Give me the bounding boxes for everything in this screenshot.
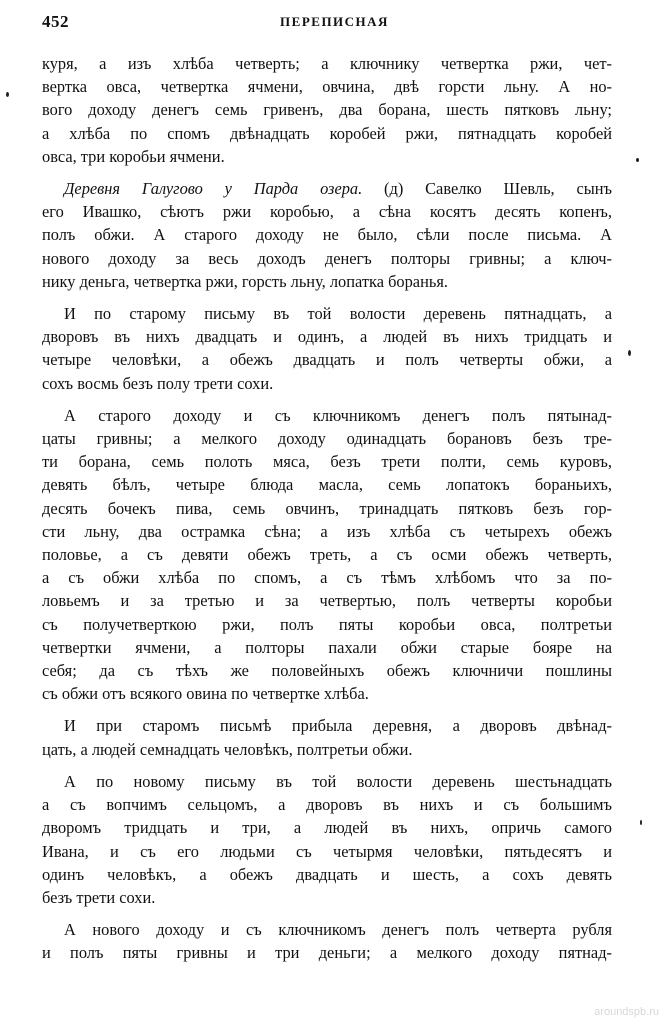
text-line: И по старому письму въ той волости деревень пятнадцать, а bbox=[64, 304, 612, 324]
margin-speck bbox=[628, 350, 631, 356]
text-line: а съ обжи хлѣба по спомъ, а съ тѣмъ хлѣбомъ что за по- bbox=[42, 568, 612, 588]
text-line: четыре человѣки, а обежъ двадцать и полъ четверты обжи, а bbox=[42, 350, 612, 370]
text-line: А по новому письму въ той волости деревень шестьнадцать bbox=[64, 771, 612, 791]
text-line: сти льну, два острамка сѣна; а изъ хлѣба съ четырехъ обежъ bbox=[42, 521, 612, 541]
text-line: А нового доходу и съ ключникомъ денегъ полъ четверта рубля bbox=[64, 920, 612, 940]
paragraph bbox=[42, 714, 612, 760]
text-line: и полъ пяты гривны и три деньги; а мелкого доходу пятнад- bbox=[42, 943, 612, 963]
page-body bbox=[42, 52, 612, 965]
text-line: половье, а съ девяти обежъ треть, а съ осми обежъ четверть, bbox=[42, 545, 612, 565]
text-line: четвертки ячмени, а полторы пахали обжи старые бояре на bbox=[42, 637, 612, 657]
text-line: а съ вопчимъ сельцомъ, а дворовъ въ нихъ и съ большимъ bbox=[42, 795, 612, 815]
page-number: 452 bbox=[42, 12, 69, 31]
paragraph bbox=[42, 918, 612, 964]
text-line: ти борана, семь полоть мяса, безъ трети полти, семь куровъ, bbox=[42, 452, 612, 472]
text-line: куря, а изъ хлѣба четверть; а ключнику четвертка ржи, чет- bbox=[42, 54, 612, 73]
text-line: безъ трети сохи. bbox=[42, 887, 156, 907]
text-line: полъ обжи. А старого доходу не было, сѣли после письма. А bbox=[42, 225, 612, 245]
paragraph bbox=[42, 177, 612, 293]
text-line: съ получетверткою ржи, полъ пяты коробьи овса, полтретьи bbox=[42, 614, 612, 634]
text-fragment: (д) Савелко Шевль, сынъ bbox=[384, 179, 612, 199]
running-head: ПЕРЕПИСНАЯ bbox=[280, 14, 389, 29]
text-line: Ивана, и съ его людьми съ четырмя человѣки, пятьдесятъ и bbox=[42, 841, 612, 861]
text-line: цаты гривны; а мелкого доходу одинадцать борановъ безъ тре- bbox=[42, 429, 612, 449]
margin-speck bbox=[640, 820, 642, 825]
text-line: И при старомъ письмѣ прибыла деревня, а дворовъ двѣнад- bbox=[64, 716, 612, 736]
page-header bbox=[28, 12, 641, 34]
text-line: вертка овса, четвертка ячмени, овчина, двѣ горсти льну. А но- bbox=[42, 77, 612, 97]
text-line: одинъ человѣкъ, а обежъ двадцать и шесть, а сохъ девять bbox=[42, 864, 612, 884]
paragraph bbox=[42, 770, 612, 909]
text-line: десять бочекъ пива, семь овчинъ, тринадцать пятковъ безъ гор- bbox=[42, 498, 612, 518]
text-line: девять бѣлъ, четыре блюда масла, семь лопатокъ бораньихъ, bbox=[42, 475, 612, 495]
paragraph bbox=[42, 302, 612, 395]
margin-speck bbox=[636, 158, 639, 162]
text-line: себя; да съ тѣхъ же половейныхъ обежъ ключничи пошлины bbox=[42, 661, 612, 681]
text-line: овса, три коробьи ячмени. bbox=[42, 146, 225, 166]
text-line: цать, а людей семнадцать человѣкъ, полтретьи обжи. bbox=[42, 739, 413, 759]
text-line: съ обжи отъ всякого овина по четвертке хлѣба. bbox=[42, 684, 369, 704]
watermark: aroundspb.ru bbox=[594, 1006, 659, 1018]
text-line: его Ивашко, сѣютъ ржи коробью, а сѣна косятъ десять копенъ, bbox=[42, 202, 612, 222]
paragraph bbox=[42, 404, 612, 706]
text-line: а хлѣба по спомъ двѣнадцать коробей ржи, пятнадцать коробей bbox=[42, 123, 612, 143]
village-heading: Деревня Галугово у Парда озера. bbox=[64, 179, 363, 199]
margin-speck bbox=[6, 92, 9, 97]
text-line: нового доходу за весь доходъ денегъ полторы гривны; а ключ- bbox=[42, 248, 612, 268]
paragraph bbox=[42, 52, 612, 168]
text-line: сохъ восмь безъ полу трети сохи. bbox=[42, 373, 274, 393]
text-line: дворомъ тридцать и три, а людей въ нихъ, опричь самого bbox=[42, 818, 612, 838]
text-line bbox=[42, 177, 612, 200]
text-line: дворовъ въ нихъ двадцать и одинъ, а людей въ нихъ тридцать и bbox=[42, 327, 612, 347]
text-line: нику деньга, четвертка ржи, горсть льну, лопатка боранья. bbox=[42, 271, 448, 291]
text-line: А старого доходу и съ ключникомъ денегъ полъ пятынад- bbox=[64, 405, 612, 425]
text-line: вого доходу денегъ семь гривенъ, два борана, шесть пятковъ льну; bbox=[42, 100, 612, 120]
text-line: ловьемъ и за третью и за четвертью, полъ четверты коробьи bbox=[42, 591, 612, 611]
